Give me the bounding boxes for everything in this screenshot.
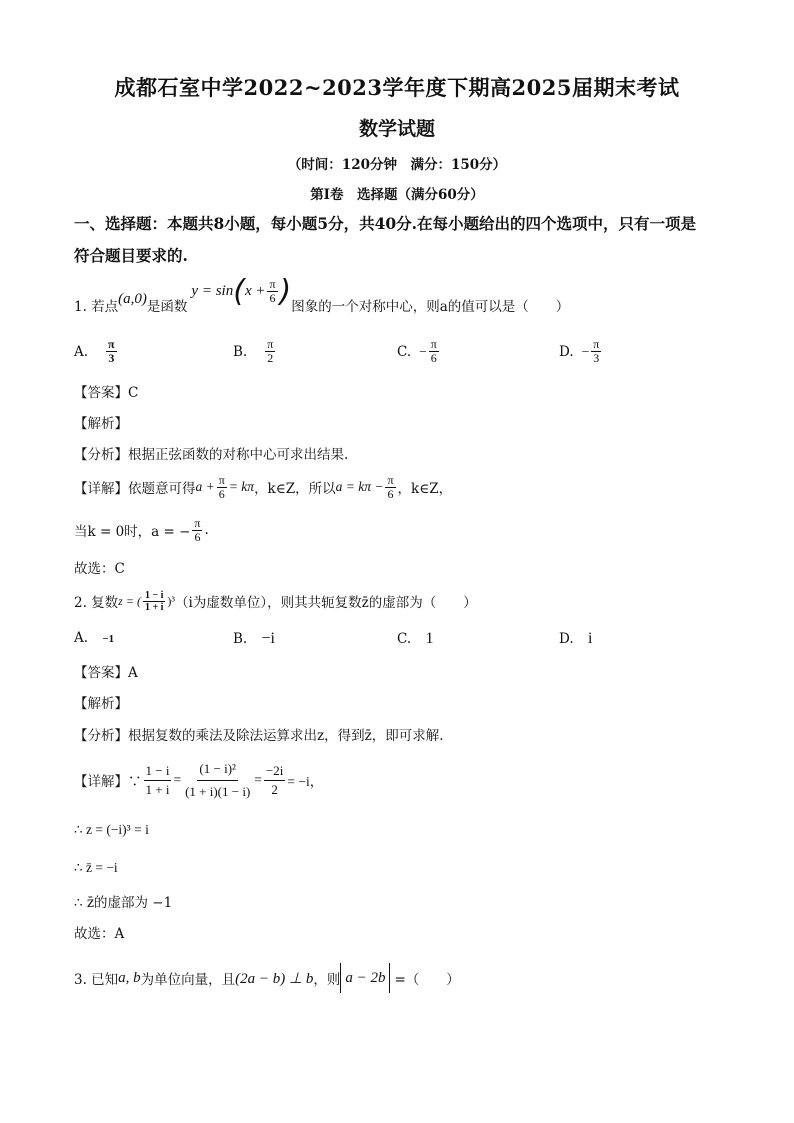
q1-option-d[interactable] — [559, 338, 603, 365]
question-1-stem — [74, 273, 570, 328]
q2-detail-eq1: = — [173, 772, 182, 787]
q1-detail — [74, 470, 452, 504]
q1-suffix: 图象的一个对称中心，则a的值可以是（ ） — [291, 299, 570, 315]
q2-detail-frac2-num: (1 − i)² — [197, 758, 238, 781]
q1-when-text: 当k = 0时，a = − — [74, 524, 191, 540]
q1-detail-frac1-num: π — [218, 472, 225, 487]
section-instruction-line2: 符合题目要求的. — [74, 246, 188, 265]
q1-option-a-label: A. — [74, 343, 89, 360]
q1-option-b-label: B. — [233, 343, 248, 360]
exam-title: 成都石室中学2022~2023学年度下期高2025届期末考试 — [114, 75, 680, 100]
q1-detail-b: ，k∈Z，所以 — [254, 481, 336, 497]
q2-step-4: ∴ z̄的虚部为 −1 — [74, 895, 173, 911]
question-3-stem — [74, 958, 460, 998]
q2-detail-frac3 — [264, 762, 285, 799]
q1-when — [74, 512, 209, 548]
q1-function — [191, 274, 291, 309]
q1-option-c-frac — [429, 338, 439, 365]
q2-answer: 【答案】A — [74, 665, 138, 681]
q2-detail-frac2 — [183, 758, 252, 803]
q2-option-b-value: −i — [261, 630, 275, 647]
part-heading: 第Ⅰ卷 选择题（满分60分） — [310, 187, 484, 203]
q2-cube: )³ — [167, 593, 176, 608]
q3-condition: (2a − b) ⊥ b — [235, 970, 314, 987]
q1-frac-num: π — [269, 276, 276, 291]
q2-frac-num: 1 − i — [144, 589, 164, 601]
q2-choose: 故选：A — [74, 926, 125, 942]
q2-step-3: ∴ z̄ = −i — [74, 860, 118, 875]
q2-fenxi: 【分析】根据复数的乘法及除法运算求出z，得到z̄，即可求解. — [74, 728, 444, 744]
q1-detail-a-eq: a = kπ − — [335, 479, 384, 494]
q2-frac — [143, 590, 165, 613]
q1-option-d-den: 3 — [593, 351, 600, 365]
q1-option-b[interactable] — [233, 338, 277, 365]
q1-when-frac — [192, 517, 202, 544]
q1-detail-frac1 — [217, 474, 227, 501]
q1-func-name: y = sin — [191, 282, 234, 299]
q1-option-a[interactable] — [74, 338, 119, 365]
q1-left-paren: ( — [233, 273, 245, 309]
exam-subtitle: 数学试题 — [358, 118, 435, 140]
q2-option-d-value: i — [587, 630, 593, 647]
q1-detail-frac2 — [385, 474, 395, 501]
q2-option-d[interactable] — [559, 630, 592, 648]
q2-frac-den: 1 + i — [144, 601, 164, 613]
section-instruction-line1: 一、选择题：本题共8小题，每小题5分，共40分.在每小题给出的四个选项中，只有一项是 — [74, 214, 697, 233]
q1-option-a-num: π — [108, 337, 115, 351]
q2-detail-frac2-den: (1 + i)(1 − i) — [185, 783, 251, 799]
q1-option-c-label: C. — [397, 343, 412, 360]
q1-option-d-sign: − — [581, 343, 590, 359]
q2-option-a[interactable] — [74, 630, 114, 646]
q2-detail-label: 【详解】∵ — [74, 774, 142, 790]
q1-right-paren: ) — [279, 273, 292, 309]
q2-jiexi: 【解析】 — [74, 696, 128, 712]
q1-mid: 是函数 — [146, 299, 188, 315]
q1-option-b-frac — [265, 338, 275, 365]
q2-option-a-label: A. — [74, 630, 89, 646]
q1-jiexi: 【解析】 — [74, 416, 128, 432]
q2-option-c-label: C. — [397, 631, 412, 647]
q1-option-c[interactable] — [397, 338, 441, 365]
q1-func-frac — [267, 278, 277, 305]
q1-frac-den: 6 — [269, 290, 276, 305]
q1-option-d-frac — [591, 338, 601, 365]
q1-option-c-den: 6 — [430, 351, 437, 365]
q1-detail-frac2-num: π — [387, 472, 394, 487]
q3-mid: 为单位向量，且 — [140, 972, 236, 988]
q1-answer: 【答案】C — [74, 385, 139, 401]
q3-vecs: a, b — [118, 969, 141, 986]
q1-option-b-den: 2 — [267, 351, 274, 365]
q2-suffix: （i为虚数单位），则其共轭复数z̄的虚部为（ ） — [175, 595, 477, 611]
q2-prefix: 2. 复数 — [74, 595, 119, 611]
q1-detail-c: ，k∈Z， — [397, 481, 453, 497]
q2-option-a-value: −1 — [102, 633, 115, 645]
q1-detail-a: 【详解】依题意可得 — [74, 481, 196, 497]
q1-when-frac-num: π — [194, 515, 201, 530]
q3-suffix: =（ ） — [394, 972, 460, 988]
q1-point: (a,0) — [118, 290, 147, 307]
q2-detail-eq2: = — [254, 772, 262, 787]
q2-detail-frac1-num: 1 − i — [144, 762, 172, 781]
q2-detail-frac3-den: 2 — [271, 781, 278, 797]
q1-choose: 故选：C — [74, 561, 125, 577]
q1-option-a-den: 3 — [108, 351, 115, 365]
q3-prefix: 3. 已知 — [74, 972, 119, 988]
exam-info: （时间：120分钟 满分：150分） — [287, 157, 507, 173]
q3-abs-expr: a − 2b — [340, 963, 390, 993]
q2-option-b[interactable] — [233, 630, 275, 648]
q2-detail-frac1-den: 1 + i — [145, 781, 170, 797]
q1-when-frac-den: 6 — [194, 529, 201, 544]
q1-func-inner: x + — [244, 282, 266, 299]
question-2-stem — [74, 584, 477, 618]
q2-detail-frac3-num: −2i — [264, 762, 285, 781]
q1-option-c-sign: − — [419, 343, 427, 359]
q1-option-d-num: π — [593, 337, 600, 351]
q2-step-2: ∴ z = (−i)³ = i — [74, 822, 149, 837]
q2-z-expr: z = ( — [118, 593, 141, 608]
q1-option-c-num: π — [430, 337, 437, 351]
q2-option-c-value: 1 — [425, 630, 434, 647]
q1-prefix: 1. 若点 — [74, 299, 119, 315]
q1-option-b-num: π — [267, 337, 274, 351]
q1-fenxi: 【分析】根据正弦函数的对称中心可求出结果. — [74, 447, 349, 463]
q1-option-d-label: D. — [559, 343, 574, 360]
q2-detail — [74, 754, 323, 806]
q2-detail-eq-end: = −i， — [287, 774, 324, 789]
q1-option-a-frac — [106, 338, 117, 365]
q1-detail-frac2-den: 6 — [387, 486, 394, 501]
q3-then: ，则 — [313, 972, 341, 988]
q2-option-d-label: D. — [559, 631, 574, 647]
q2-detail-frac1 — [144, 762, 172, 799]
q2-option-b-label: B. — [233, 631, 248, 647]
q1-detail-a-var: a + — [195, 479, 215, 494]
q1-detail-frac1-den: 6 — [218, 486, 225, 501]
q1-when-period: . — [204, 522, 209, 538]
q2-option-c[interactable] — [397, 630, 433, 648]
q1-detail-kpi: = kπ — [228, 479, 255, 494]
